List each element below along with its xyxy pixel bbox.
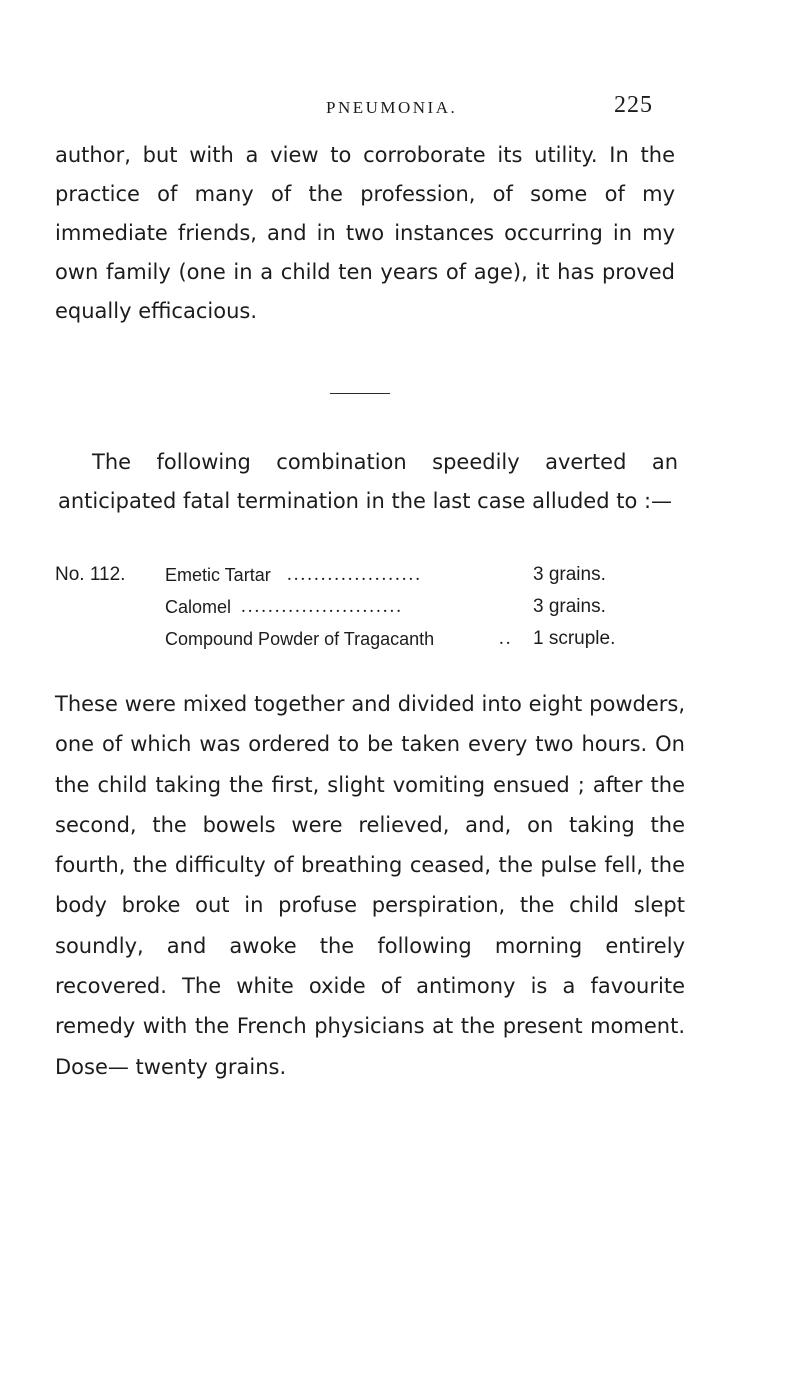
dot-leader: ........................ [241,596,403,617]
ingredient-quantity: 3 grains. [533,564,606,585]
ingredient-quantity: 1 scruple. [533,628,616,649]
prescription-row [55,559,685,591]
prescription-number: No. 112. [55,564,126,585]
page-number: 225 [614,92,653,118]
paragraph-combination-intro: The following combination speedily averted an anticipated fatal termination in the last case alluded to :— [58,450,678,513]
dot-leader: .. [499,628,513,649]
section-divider [330,393,390,394]
ingredient-name: Emetic Tartar [165,565,271,585]
dot-leader: .................... [287,564,422,585]
prescription [55,559,685,655]
running-title: PNEUMONIA. [326,98,458,117]
ingredient-name: Calomel [165,597,232,617]
prescription-row [55,623,685,655]
ingredient-name: Compound Powder of Tragacanth [165,629,435,649]
paragraph-outcome: These were mixed together and divided into eight powders, one of which was ordered to be taken every two hours. On the child taking the first, slight vomiting ensued ; after the second, the bowels were relieved, and, on taking the fourth, the difficulty of breathing ceased, the pulse fell, the body broke out in profuse perspiration, the child slept soundly, and awoke the following morning entirely recovered. The white oxide of antimony is a favourite remedy with the French physicians at the present moment. Dose— twenty grains. [55,692,685,1079]
paragraph-continuation: author, but with a view to corroborate its utility. In the practice of many of the profession, of some of my immediate friends, and in two instances occurring in my own family (one in a child ten years of age), it has proved equally efficacious. [55,143,675,323]
prescription-row [55,591,685,623]
ingredient-quantity: 3 grains. [533,596,606,617]
